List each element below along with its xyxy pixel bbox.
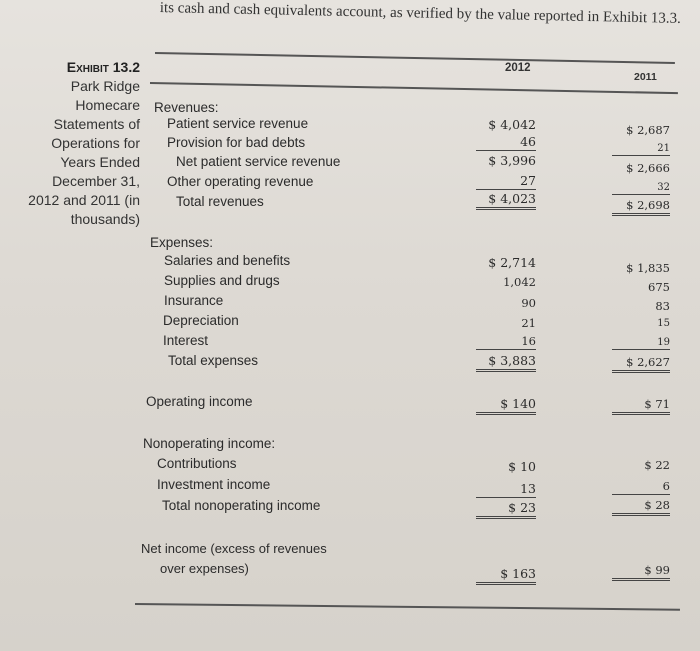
value-2011: 6 (612, 479, 670, 495)
net-income-2012: $ 163 (476, 566, 536, 585)
value-2012: $ 10 (508, 459, 536, 474)
row-label: Total revenues (176, 194, 264, 209)
caption-line: thousands) (70, 211, 140, 227)
value-2012: 13 (476, 481, 536, 498)
value-2012: $ 23 (476, 500, 536, 519)
year-header-2011: 2011 (634, 71, 657, 83)
value-2011: 15 (657, 318, 670, 329)
row-label: Contributions (157, 456, 237, 471)
caption-line: Homecare (75, 97, 140, 113)
value-2011: 32 (612, 182, 670, 195)
value-2011: 21 (612, 143, 670, 156)
value-2011: 19 (612, 337, 670, 350)
operating-income-2011: $ 71 (612, 397, 670, 415)
value-2011: $ 1,835 (626, 261, 670, 275)
value-2012: 21 (521, 316, 536, 330)
operating-income-2012: $ 140 (476, 396, 536, 415)
row-label: Total expenses (168, 353, 259, 368)
row-label: Other operating revenue (167, 174, 314, 189)
value-2012: 46 (476, 134, 536, 151)
value-2011: $ 28 (612, 498, 670, 516)
value-2012: $ 2,714 (488, 255, 536, 270)
value-2011: $ 2,687 (626, 123, 670, 137)
table-bottom-rule (135, 603, 680, 610)
revenues-heading: Revenues: (154, 100, 219, 115)
row-label: Interest (163, 333, 209, 348)
net-income-label-line1: Net income (excess of revenues (141, 541, 327, 556)
year-header-2012: 2012 (505, 62, 531, 74)
exhibit-number: Exhibit 13.2 (66, 59, 140, 75)
value-2011: $ 2,666 (626, 161, 670, 175)
value-2011: $ 2,698 (612, 198, 670, 216)
row-label: Depreciation (163, 313, 239, 328)
caption-line: Operations for (51, 135, 140, 151)
value-2012: 27 (476, 173, 536, 190)
caption-line: Park Ridge (70, 78, 140, 94)
row-label: Total nonoperating income (162, 498, 321, 513)
caption-line: 2012 and 2011 (in (28, 192, 140, 208)
caption-line: Years Ended (60, 154, 140, 170)
value-2012: $ 3,883 (476, 353, 536, 372)
row-label: Provision for bad debts (167, 135, 306, 150)
operating-income-label: Operating income (146, 394, 253, 409)
header-bottom-rule (150, 82, 678, 94)
net-income-2011: $ 99 (612, 563, 670, 581)
value-2012: $ 4,023 (476, 191, 536, 210)
row-label: Insurance (164, 293, 224, 308)
value-2012: $ 3,996 (488, 153, 536, 168)
caption-line: Statements of (53, 116, 140, 132)
value-2011: $ 22 (644, 458, 670, 472)
value-2012: 16 (476, 334, 536, 350)
nonoperating-heading: Nonoperating income: (143, 436, 276, 451)
row-label: Patient service revenue (167, 116, 309, 131)
table-top-rule (155, 52, 675, 64)
value-2011: $ 2,627 (612, 355, 670, 373)
caption-line: December 31, (52, 173, 140, 189)
value-2011: 675 (648, 280, 670, 294)
row-label: Supplies and drugs (164, 273, 280, 288)
value-2012: $ 4,042 (488, 117, 536, 132)
row-label: Salaries and benefits (164, 253, 291, 268)
value-2012: 1,042 (503, 275, 536, 289)
value-2012: 90 (521, 296, 536, 310)
exhibit-caption (22, 58, 140, 229)
expenses-heading: Expenses: (150, 235, 214, 250)
row-label: Investment income (157, 477, 271, 492)
intro-text: its cash and cash equivalents account, as verified by the value reported in Exhibit 13.3. (159, 0, 681, 27)
value-2011: 83 (655, 299, 670, 313)
net-income-label-line2: over expenses) (160, 561, 249, 576)
row-label: Net patient service revenue (176, 154, 341, 169)
